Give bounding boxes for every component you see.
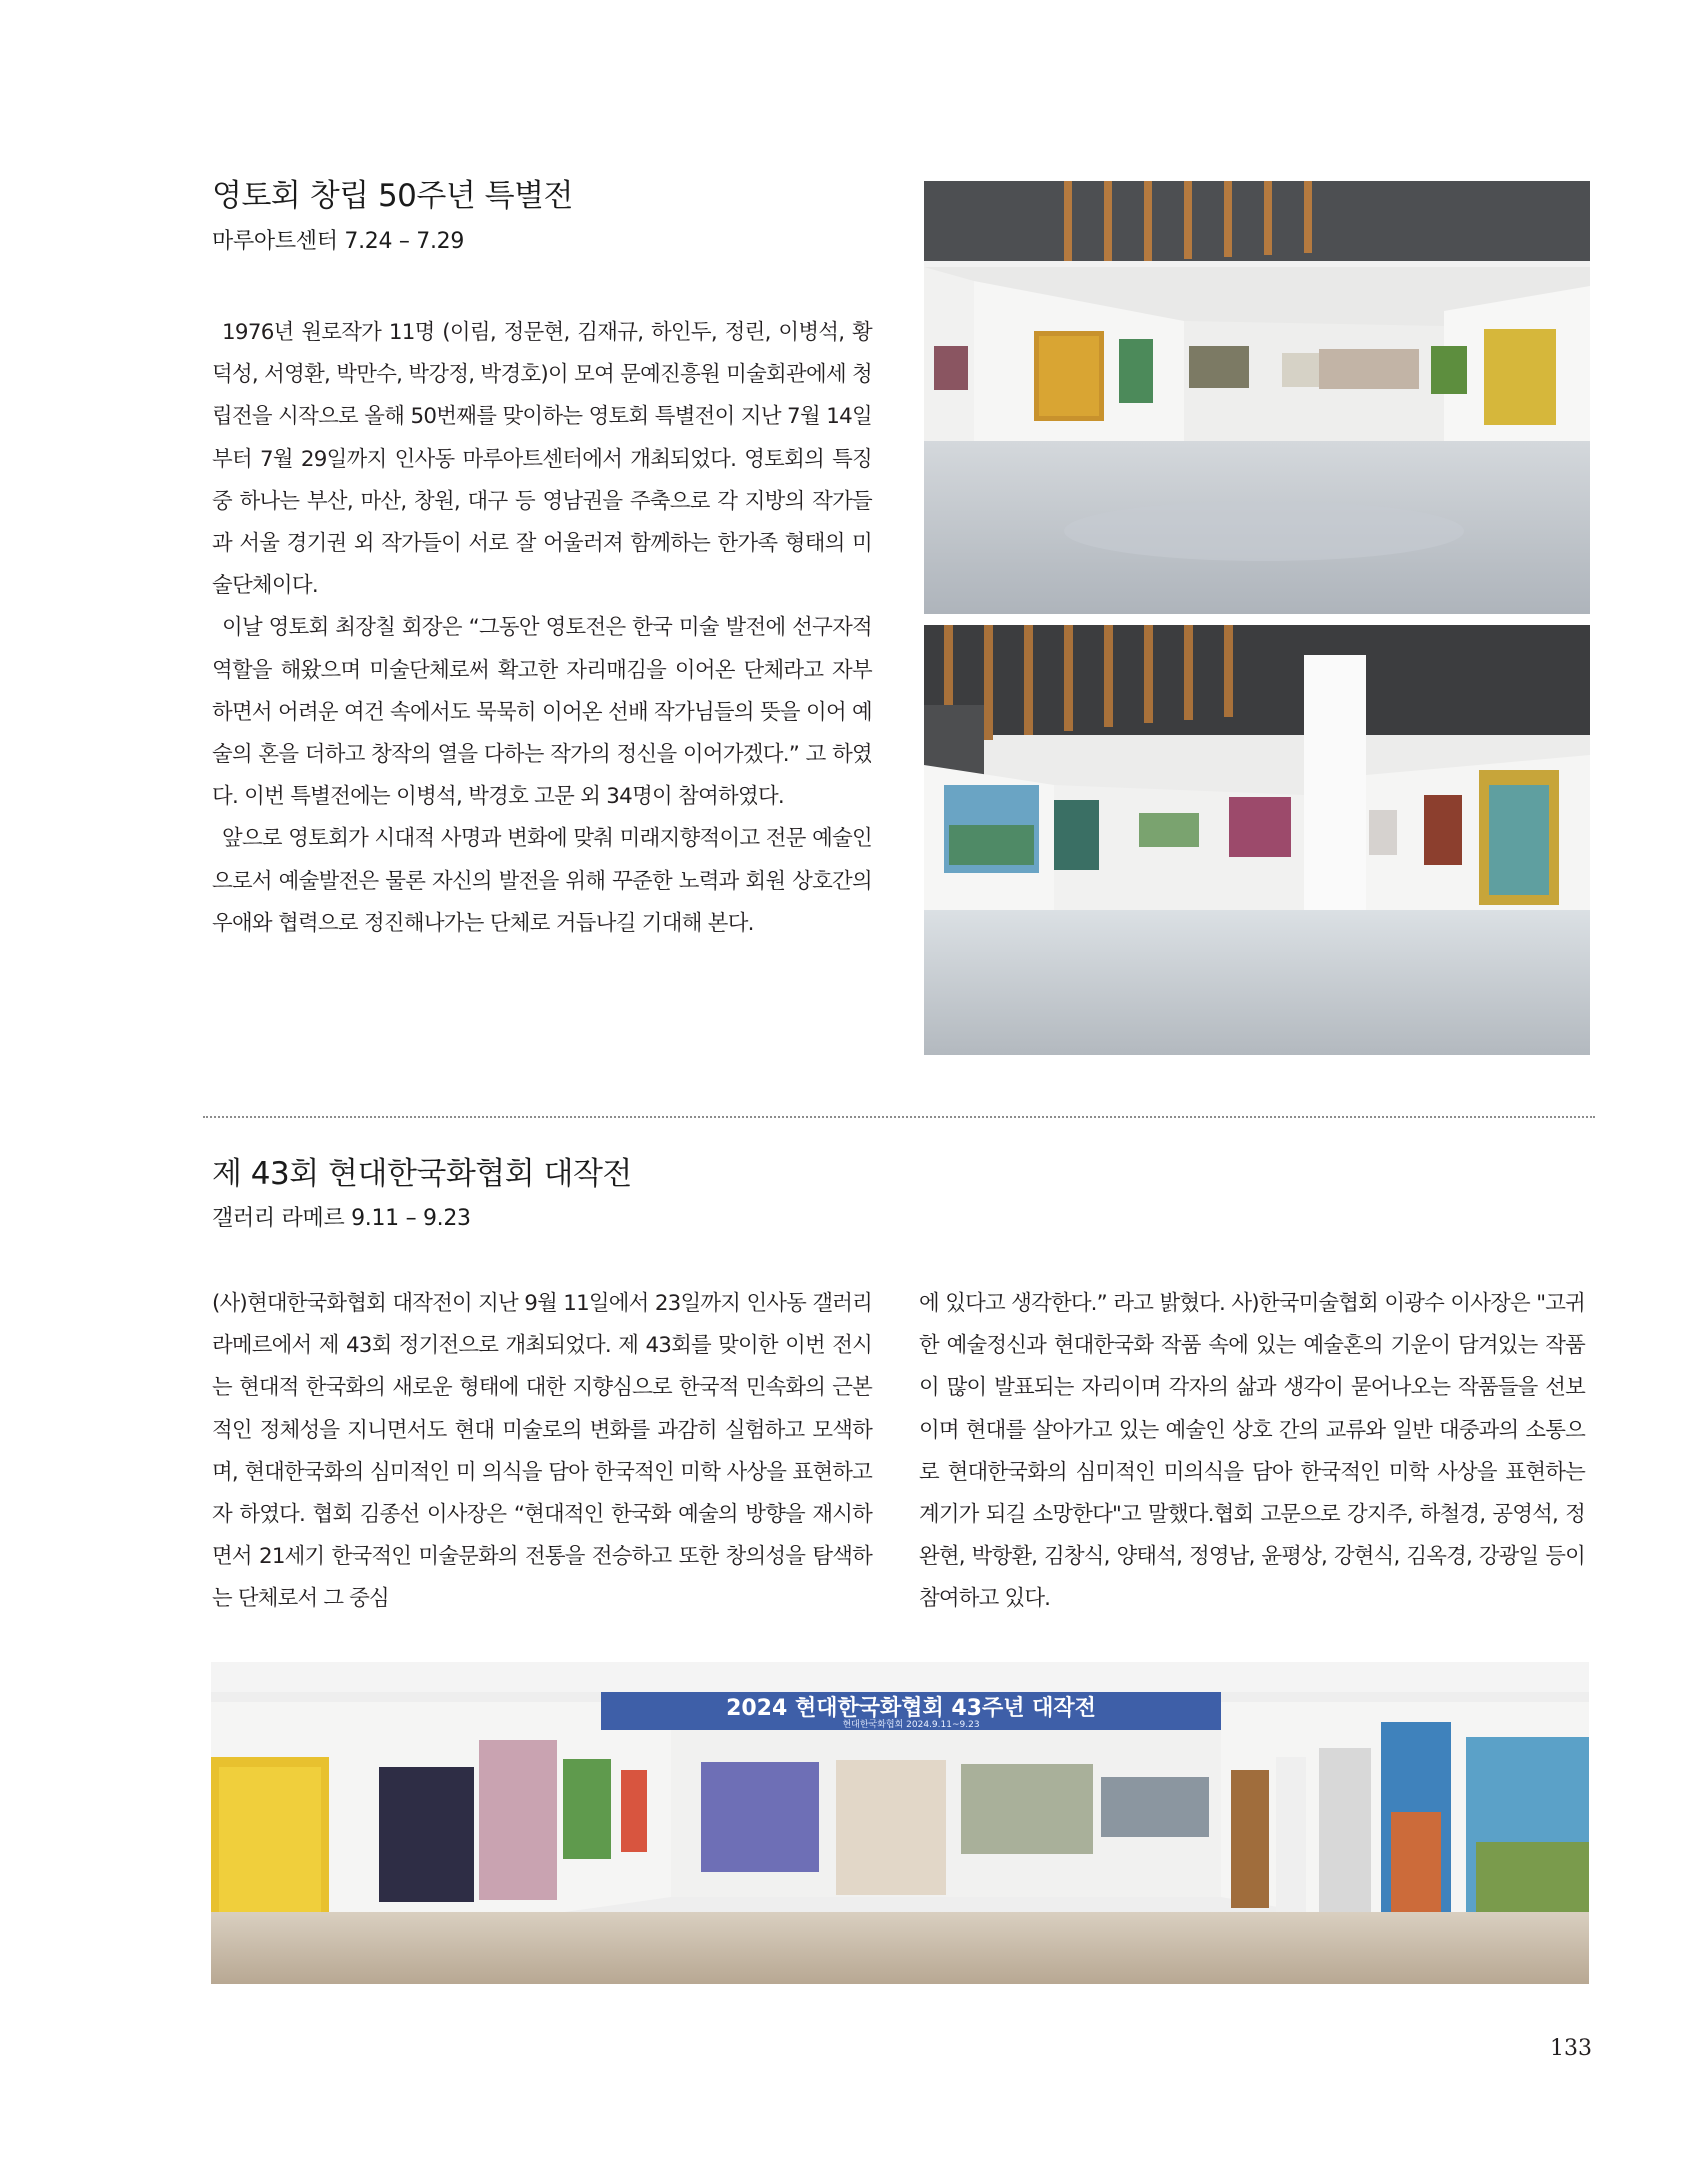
section-divider: [203, 1116, 1595, 1118]
gallery-photo-3: [211, 1662, 1589, 1984]
banner-subline: [601, 1720, 1221, 1730]
section2-body-left: (사)현대한국화협회 대작전이 지난 9월 11일에서 23일까지 인사동 갤러리 라메르에서 제 43회 정기전으로 개최되었다. 제 43회를 맞이한 이번 전시는 현대적 한국화의 새로운 형태에 대한 지향심으로 한국적 민속화의 근본적인 정체성을 지니면서도 현대 미술로의 변화를 과감히 실험하고 모색하며, 현대한국화의 심미적인 미 의식을 담아 한국적인 미학 사상을 표현하고자 하였다. 협회 김종선 이사장은 “현대적인 한국화 예술의 방향을 재시하면서 21세기 한국적인 미술문화의 전통을 전승하고 또한 창의성을 탐색하는 단체로서 그 중심: [212, 1291, 872, 1612]
gallery-photo-2: [924, 625, 1590, 1055]
section1-body: [212, 312, 872, 945]
section1-title: 영토회 창립 50주년 특별전: [212, 178, 573, 214]
section1-paragraph: 1976년 원로작가 11명 (이림, 정문현, 김재규, 하인두, 정린, 이병석, 황덕성, 서영환, 박만수, 박강정, 박경호)이 모여 문예진흥원 미술회관에세 청립전을 시작으로 올해 50번째를 맞이하는 영토회 특별전이 지난 7월 14일부터 7월 29일까지 인사동 마루아트센터에서 개최되었다. 영토회의 특징 중 하나는 부산, 마산, 창원, 대구 등 영남권을 주축으로 각 지방의 작가들과 서울 경기권 외 작가들이 서로 잘 어울러져 함께하는 한가족 형태의 미술단체이다.: [212, 320, 872, 599]
section1-subtitle: 마루아트센터 7.24 – 7.29: [212, 229, 465, 254]
gallery-photo-1: [924, 181, 1590, 614]
section2-title: 제 43회 현대한국화협회 대작전: [212, 1156, 632, 1192]
section1-paragraph: 앞으로 영토회가 시대적 사명과 변화에 맞춰 미래지향적이고 전문 예술인으로서 예술발전은 물론 자신의 발전을 위해 꾸준한 노력과 회원 상호간의 우애와 협력으로 정진해나가는 단체로 거듭나길 기대해 본다.: [212, 826, 872, 936]
banner-sub: 현대한국화협회: [842, 1720, 904, 1730]
banner-headline: 2024 현대한국화협회 43주년 대작전: [726, 1696, 1096, 1721]
section2-body-right: 에 있다고 생각한다.” 라고 밝혔다. 사)한국미술협회 이광수 이사장은 "고귀한 예술정신과 현대한국화 작품 속에 있는 예술혼의 기운이 담겨있는 작품이 많이 발표되는 자리이며 각자의 삶과 생각이 묻어나오는 작품들을 선보이며 현대를 살아가고 있는 예술인 상호 간의 교류와 일반 대중과의 소통으로 현대한국화의 심미적인 미의식을 담아 한국적인 미학 사상을 표현하는 계기가 되길 소망한다"고 말했다.협회 고문으로 강지주, 하철경, 공영석, 정완현, 박항환, 김창식, 양태석, 정영남, 윤평상, 강현식, 김옥경, 강광일 등이 참여하고 있다.: [919, 1291, 1585, 1612]
section1-paragraph: 이날 영토회 최장칠 회장은 “그동안 영토전은 한국 미술 발전에 선구자적 역할을 해왔으며 미술단체로써 확고한 자리매김을 이어온 단체라고 자부하면서 어려운 여건 속에서도 묵묵히 이어온 선배 작가님들의 뜻을 이어 예술의 혼을 더하고 창작의 열을 다하는 작가의 정신을 이어가겠다.” 고 하였다. 이번 특별전에는 이병석, 박경호 고문 외 34명이 참여하였다.: [212, 615, 872, 810]
page-number: 133: [1550, 2036, 1592, 2061]
banner-dates: 2024.9.11~9.23: [906, 1720, 980, 1730]
section2-subtitle: 갤러리 라메르 9.11 – 9.23: [212, 1206, 471, 1231]
